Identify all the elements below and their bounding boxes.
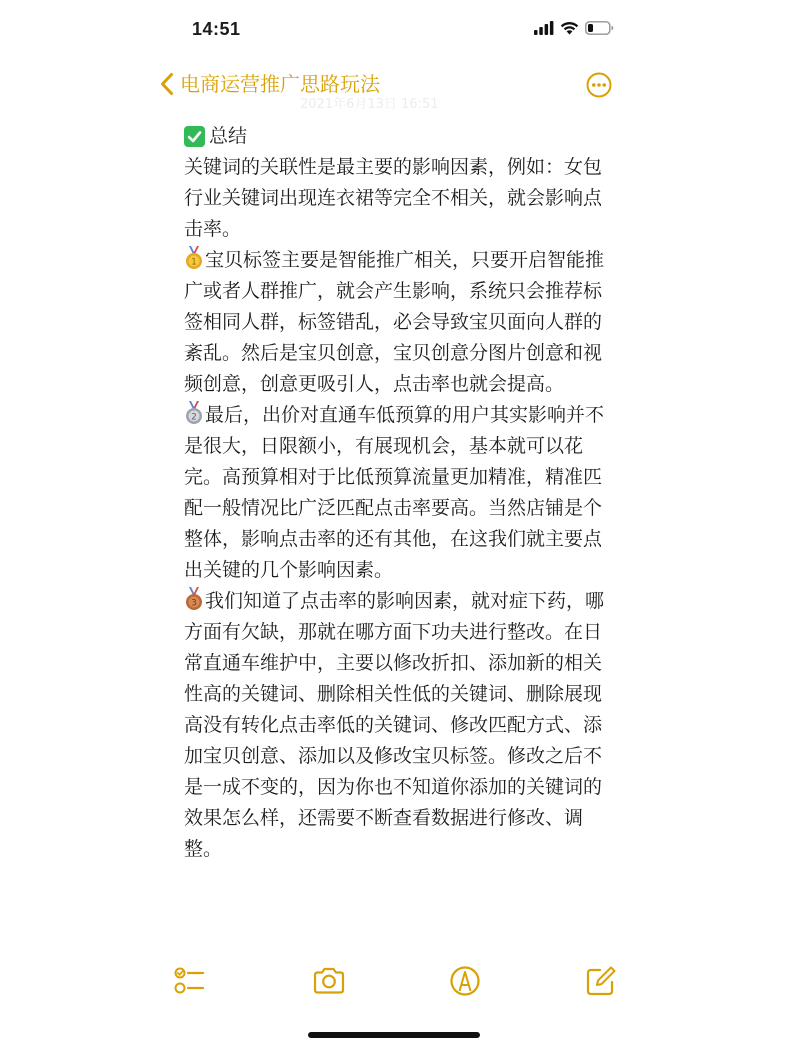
- ellipsis-circle-icon[interactable]: [586, 72, 612, 98]
- svg-text:2: 2: [191, 412, 197, 423]
- check-mark-icon: [184, 126, 205, 147]
- bottom-toolbar: [0, 960, 788, 1004]
- camera-icon[interactable]: [312, 964, 346, 998]
- note-body[interactable]: [184, 121, 604, 865]
- gold-medal-icon: [184, 246, 204, 270]
- home-indicator[interactable]: [308, 1032, 480, 1038]
- note-title-line: [184, 121, 604, 152]
- wifi-icon: [560, 21, 579, 35]
- back-label: 电商运营推广思路玩法: [180, 72, 380, 96]
- note-paragraph: [184, 586, 604, 865]
- checklist-icon[interactable]: [172, 964, 206, 998]
- status-bar: [0, 0, 788, 62]
- bronze-medal-icon: [184, 587, 204, 611]
- note-paragraph: [184, 152, 604, 245]
- note-paragraph-text: 宝贝标签主要是智能推广相关，只要开启智能推广或者人群推广，就会产生影响，系统只会推荐标签相同人群，标签错乱，必会导致宝贝面向人群的紊乱。然后是宝贝创意，宝贝创意分图片创意和视频创意，创意更吸引人，点击率也就会提高。: [184, 249, 605, 395]
- status-icons: [534, 21, 614, 35]
- chevron-left-icon: [160, 72, 174, 96]
- note-paragraph-text: 关键词的关联性是最主要的影响因素，例如：女包行业关键词出现连衣裙等完全不相关，就会影响点击率。: [184, 156, 603, 240]
- note-date: 2021年6月13日 16:51: [300, 97, 439, 112]
- svg-text:1: 1: [191, 257, 197, 268]
- markup-pen-icon[interactable]: [448, 964, 482, 998]
- compose-icon[interactable]: [584, 964, 618, 998]
- note-paragraph: [184, 400, 604, 586]
- cellular-signal-icon: [534, 21, 554, 35]
- note-paragraph-text: 我们知道了点击率的影响因素，就对症下药，哪方面有欠缺，那就在哪方面下功夫进行整改。在日常直通车维护中，主要以修改折扣、添加新的相关性高的关键词、删除相关性低的关键词、删除展现高没有转化点击率低的关键词、修改匹配方式、添加宝贝创意、添加以及修改宝贝标签。修改之后不是一成不变的，因为你也不知道你添加的关键词的效果怎么样，还需要不断查看数据进行修改、调整。: [184, 590, 605, 860]
- note-title: 总结: [209, 125, 248, 147]
- note-paragraph-text: 最后，出价对直通车低预算的用户其实影响并不是很大，日限额小，有展现机会，基本就可以花完。高预算相对于比低预算流量更加精准，精准匹配一般情况比广泛匹配点击率要高。当然店铺是个整体，影响点击率的还有其他，在这我们就主要点出关键的几个影响因素。: [184, 404, 605, 581]
- silver-medal-icon: [184, 401, 204, 425]
- svg-text:3: 3: [191, 598, 197, 609]
- status-time: 14:51: [192, 19, 241, 39]
- note-paragraph: [184, 245, 604, 400]
- battery-low-icon: [585, 21, 614, 35]
